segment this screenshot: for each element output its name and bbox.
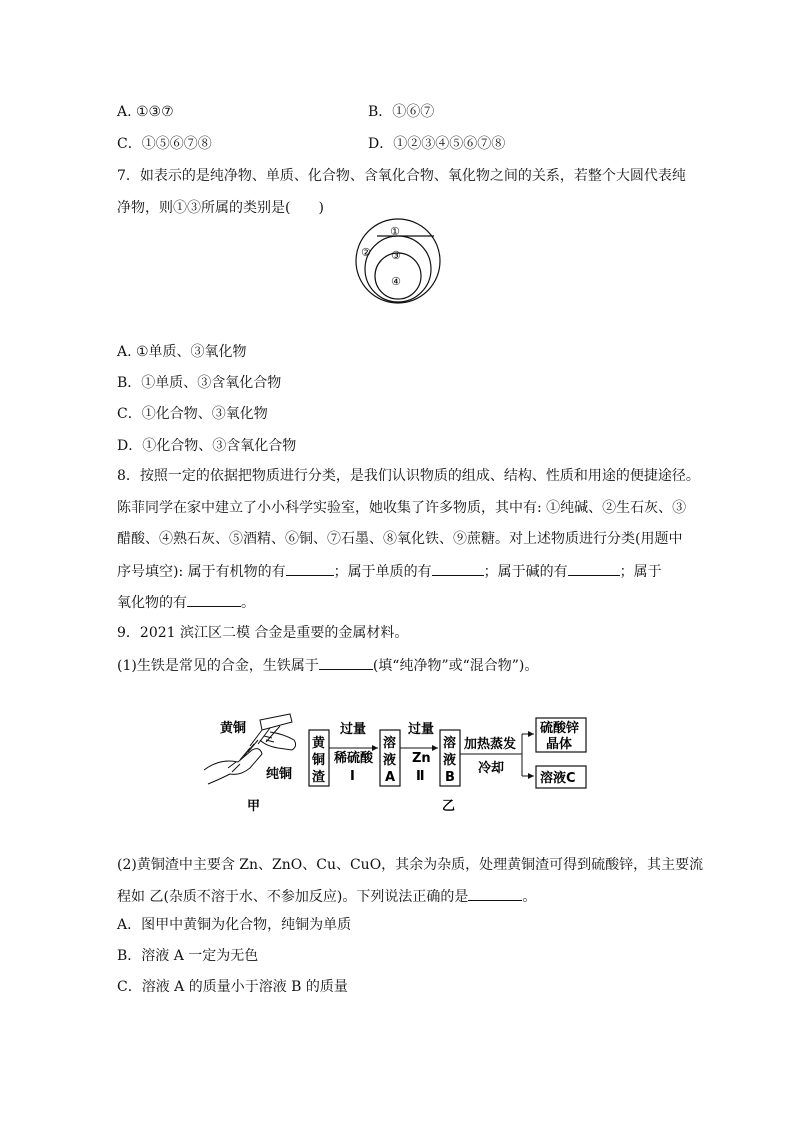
out2-label: 溶液C bbox=[540, 771, 576, 786]
box1-char1: 黄 bbox=[312, 736, 326, 751]
step1-top: 过量 bbox=[340, 722, 367, 737]
answer-blank-oxide[interactable] bbox=[187, 592, 241, 607]
caption-yi: 乙 bbox=[442, 799, 456, 814]
q9-line1: 9．2021 滨江区二模 合金是重要的金属材料。 bbox=[117, 625, 409, 641]
circle-label-4: ④ bbox=[391, 275, 401, 288]
box3-char3: B bbox=[445, 770, 455, 785]
box2-char3: A bbox=[385, 770, 396, 785]
q9-part2-line2-b: 。 bbox=[522, 889, 537, 905]
q6-option-a: A. ①③⑦ bbox=[117, 104, 174, 120]
q8-line4-c: ；属于碱的有 bbox=[483, 564, 568, 580]
step3-bottom: 冷却 bbox=[478, 761, 505, 776]
q8-line4 bbox=[117, 561, 662, 582]
q7-option-c: C．①化合物、③氧化物 bbox=[117, 406, 268, 422]
q7-stem-line2: 净物，则①③所属的类别是( ) bbox=[117, 200, 324, 216]
q8-line4-b: ；属于单质的有 bbox=[333, 564, 432, 580]
answer-blank-element[interactable] bbox=[432, 561, 484, 576]
box1-char3: 渣 bbox=[312, 770, 326, 785]
q7-circle-diagram bbox=[354, 216, 444, 306]
q9-part1 bbox=[117, 655, 538, 676]
q9-part1-b: (填“纯净物”或“混合物”)。 bbox=[372, 658, 539, 674]
q7-option-d: D．①化合物、③含氧化合物 bbox=[117, 438, 297, 454]
answer-blank-organic[interactable] bbox=[286, 561, 334, 576]
step2-mid: Zn bbox=[412, 751, 431, 766]
label-brass: 黄铜 bbox=[220, 721, 247, 736]
q8-line5 bbox=[117, 592, 255, 613]
q6-option-d: D．①②③④⑤⑥⑦⑧ bbox=[368, 136, 506, 152]
q6-option-c: C．①⑤⑥⑦⑧ bbox=[117, 136, 212, 152]
step2-roman: Ⅱ bbox=[416, 769, 425, 784]
box3-char2: 液 bbox=[443, 753, 457, 768]
step2-top: 过量 bbox=[408, 722, 435, 737]
q9-option-a: A．图甲中黄铜为化合物，纯铜为单质 bbox=[117, 917, 352, 933]
q7-option-b: B．①单质、③含氧化合物 bbox=[117, 375, 282, 391]
q7-option-a: A. ①单质、③氧化物 bbox=[117, 344, 247, 360]
box1-char2: 铜 bbox=[312, 753, 326, 768]
out1-line1: 硫酸锌 bbox=[540, 721, 580, 736]
step3-top: 加热蒸发 bbox=[464, 737, 517, 752]
caption-jia: 甲 bbox=[247, 799, 261, 814]
answer-blank-base[interactable] bbox=[568, 561, 620, 576]
q9-part2-line2-a: 程如 乙(杂质不溶于水、不参加反应)。下列说法正确的是 bbox=[117, 889, 469, 905]
q9-part2-line1: (2)黄铜渣中主要含 Zn、ZnO、Cu、CuO，其余为杂质，处理黄铜渣可得到硫酸锌，其主要流 bbox=[117, 857, 704, 873]
q9-option-b: B．溶液 A 一定为无色 bbox=[117, 948, 259, 964]
q9-process-figure bbox=[200, 710, 595, 820]
circle-label-3: ③ bbox=[391, 249, 401, 262]
q9-part1-a: (1)生铁是常见的合金，生铁属于 bbox=[117, 658, 319, 674]
circle-label-1: ① bbox=[390, 225, 400, 238]
q9-option-c: C．溶液 A 的质量小于溶液 B 的质量 bbox=[117, 979, 348, 995]
q8-line2: 陈菲同学在家中建立了小小科学实验室，她收集了许多物质，其中有: ①纯碱、②生石灰、③ bbox=[117, 500, 687, 516]
q8-line5-a: 氧化物的有 bbox=[117, 595, 187, 611]
box2-char2: 液 bbox=[383, 753, 397, 768]
out1-line2: 晶体 bbox=[546, 737, 573, 752]
label-pure-copper: 纯铜 bbox=[266, 767, 293, 782]
answer-blank-q9-2[interactable] bbox=[468, 886, 522, 901]
q8-line4-d: ；属于 bbox=[619, 564, 662, 580]
q8-line3: 醋酸、④熟石灰、⑤酒精、⑥铜、⑦石墨、⑧氧化铁、⑨蔗糖。对上述物质进行分类(用题中 bbox=[117, 531, 683, 547]
q8-line4-a: 序号填空): 属于有机物的有 bbox=[117, 564, 286, 580]
circle-label-2: ② bbox=[361, 246, 371, 259]
q6-option-b: B．①⑥⑦ bbox=[368, 104, 435, 120]
step1-roman: Ⅰ bbox=[350, 769, 355, 784]
box2-char1: 溶 bbox=[383, 736, 397, 751]
answer-blank-pig-iron[interactable] bbox=[319, 655, 373, 670]
q8-line5-b: 。 bbox=[241, 595, 255, 611]
middle-circle bbox=[365, 236, 431, 302]
q8-line1: 8．按照一定的依据把物质进行分类，是我们认识物质的组成、结构、性质和用途的便捷途径。 bbox=[117, 468, 700, 484]
q7-stem-line1: 7．如表示的是纯净物、单质、化合物、含氧化合物、氧化物之间的关系，若整个大圆代表纯 bbox=[117, 168, 686, 184]
step1-mid: 稀硫酸 bbox=[334, 751, 374, 766]
q9-part2-line2 bbox=[117, 886, 536, 907]
box3-char1: 溶 bbox=[443, 736, 457, 751]
